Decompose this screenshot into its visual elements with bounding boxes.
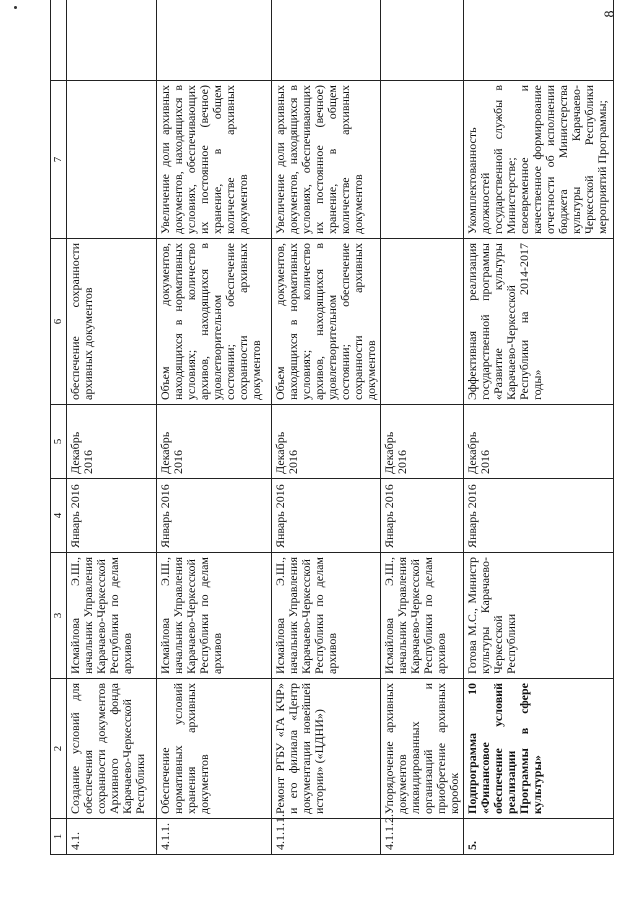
end-date: Декабрь 2016 bbox=[381, 405, 464, 479]
start-date: Январь 2016 bbox=[157, 479, 272, 553]
end-date: Декабрь 2016 bbox=[272, 405, 381, 479]
indicator: Увеличение доли архивных документов, находящихся в условиях, обеспечивающих их постоянное (вечное) хранение, в общем количестве архивных документов bbox=[272, 81, 381, 239]
executor: Исмайлова Э.Ш., начальник Управления Карачаево-Черкесской Республики по делам архивов bbox=[67, 553, 157, 679]
expected-result: Объем документов, находящихся в нормативных условиях; количество архивов, находящихся в удовлетворительном состоянии; обеспечение сохранности архивных документов bbox=[272, 239, 381, 405]
program-activities-table bbox=[50, 0, 614, 855]
indicator bbox=[67, 81, 157, 239]
activity-name: Ремонт РГБУ «ГА КЧР» и его филиала «Центр документации новейшей истории» («ЦДНИ») bbox=[272, 679, 381, 819]
row-number: 4.1.1.1. bbox=[272, 819, 381, 855]
end-date: Декабрь 2016 bbox=[67, 405, 157, 479]
rotated-table-container bbox=[50, 0, 610, 855]
executor: Исмайлова Э.Ш., начальник Управления Карачаево-Черкесской Республики по делам архивов bbox=[272, 553, 381, 679]
start-date: Январь 2016 bbox=[464, 479, 614, 553]
empty-cell bbox=[381, 0, 464, 81]
col-header-3: 3 bbox=[51, 553, 67, 679]
row-number: 4.1.1.2. bbox=[381, 819, 464, 855]
expected-result bbox=[381, 239, 464, 405]
start-date: Январь 2016 bbox=[67, 479, 157, 553]
end-date: Декабрь 2016 bbox=[464, 405, 614, 479]
table-row bbox=[381, 0, 464, 855]
col-header-1: 1 bbox=[51, 819, 67, 855]
page-number: 8 bbox=[602, 10, 618, 18]
executor: Исмайлова Э.Ш., начальник Управления Карачаево-Черкесской Республики по делам архивов bbox=[381, 553, 464, 679]
activity-name: Создание условий для обеспечения сохранности документов Архивного фонда Карачаево-Черкесской Республики bbox=[67, 679, 157, 819]
expected-result: обеспечение сохранности архивных документов bbox=[67, 239, 157, 405]
indicator: Увеличение доли архивных документов, находящихся в условиях, обеспечивающих их постоянное (вечное) хранение, в общем количестве архивных документов bbox=[157, 81, 272, 239]
col-header-5: 5 bbox=[51, 405, 67, 479]
scan-speck bbox=[14, 6, 17, 9]
col-header-4: 4 bbox=[51, 479, 67, 553]
empty-cell bbox=[67, 0, 157, 81]
col-header-6: 6 bbox=[51, 239, 67, 405]
col-header-8-empty bbox=[51, 0, 67, 81]
column-number-row bbox=[51, 0, 67, 855]
row-number: 5. bbox=[464, 819, 614, 855]
row-number: 4.1. bbox=[67, 819, 157, 855]
end-date: Декабрь 2016 bbox=[157, 405, 272, 479]
table-row bbox=[272, 0, 381, 855]
empty-cell bbox=[272, 0, 381, 81]
indicator bbox=[381, 81, 464, 239]
empty-cell bbox=[157, 0, 272, 81]
expected-result: Эффективная реализация государственной программы «Развитие культуры Карачаево-Черкесской Республики на 2014-2017 годы» bbox=[464, 239, 614, 405]
table-row bbox=[67, 0, 157, 855]
activity-name: Упорядочение архивных документов ликвидированных организаций и приобретение архивных коробок bbox=[381, 679, 464, 819]
start-date: Январь 2016 bbox=[381, 479, 464, 553]
empty-cell bbox=[464, 0, 614, 81]
indicator: Укомплектованность должностей государственной службы в Министерстве; своевременное и качественное формирование отчетности об исполнении бюджета Министерства культуры Карачаево-Черкесской Республики мероприятий Программы; bbox=[464, 81, 614, 239]
row-number: 4.1.1. bbox=[157, 819, 272, 855]
col-header-7: 7 bbox=[51, 81, 67, 239]
activity-name: Обеспечение нормативных условий хранения архивных документов bbox=[157, 679, 272, 819]
expected-result: Объем документов, находящихся в нормативных условиях; количество архивов, находящихся в удовлетворительном состоянии; обеспечение сохранности архивных документов bbox=[157, 239, 272, 405]
activity-name: Подпрограмма 10 «Финансовое обеспечение условий реализации Программы в сфере культуры» bbox=[464, 679, 614, 819]
start-date: Январь 2016 bbox=[272, 479, 381, 553]
table-row bbox=[464, 0, 614, 855]
table-row bbox=[157, 0, 272, 855]
col-header-2: 2 bbox=[51, 679, 67, 819]
executor: Готова М.С., Министр культуры Карачаево-Черкесской Республики bbox=[464, 553, 614, 679]
executor: Исмайлова Э.Ш., начальник Управления Карачаево-Черкесской Республики по делам архивов bbox=[157, 553, 272, 679]
